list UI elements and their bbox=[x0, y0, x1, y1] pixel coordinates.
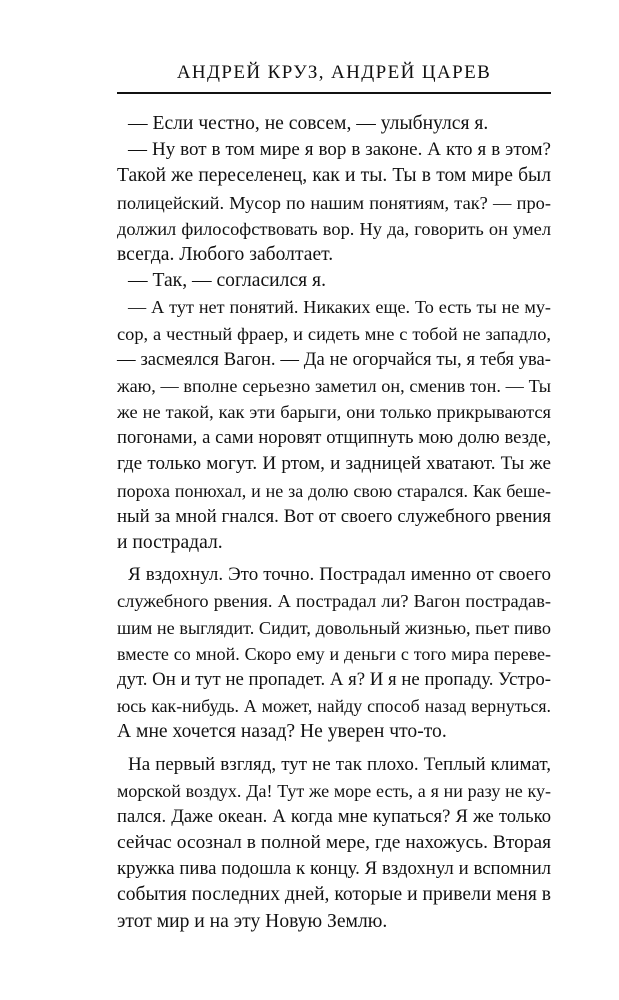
text-line: сейчас осознал в полной мере, где нахожусь. Вторая bbox=[117, 832, 551, 854]
text-line: события последних дней, которые и привели меня в bbox=[117, 884, 551, 906]
text-line: служебного рвения. А пострадал ли? Вагон пострадав- bbox=[117, 591, 551, 612]
paragraph-1 bbox=[117, 111, 551, 137]
text-line: ный за мной гнался. Вот от своего служебного рвения bbox=[117, 505, 551, 527]
text-line: пался. Даже океан. А когда мне купаться? Я же только bbox=[117, 805, 551, 827]
text-line: — Ну вот в том мире я вор в законе. А кто я в этом? bbox=[128, 139, 551, 161]
text-line: шим не выглядит. Сидит, довольный жизнью, пьет пиво bbox=[117, 617, 551, 638]
text-line: юсь как-нибудь. А может, найду способ назад вернуться. bbox=[117, 696, 551, 717]
text-line: и пострадал. bbox=[117, 532, 223, 553]
text-line: — Если честно, не совсем, — улыбнулся я. bbox=[128, 113, 489, 134]
paragraph-4 bbox=[117, 294, 551, 556]
text-line: морской воздух. Да! Тут же море есть, а я ни разу не ку- bbox=[117, 780, 551, 801]
body-text bbox=[117, 111, 551, 935]
text-line: сор, а честный фраер, и сидеть мне с тобой не западло, bbox=[117, 323, 551, 344]
paragraph-2 bbox=[117, 137, 551, 268]
text-line: вместе со мной. Скоро ему и деньги с того мира переве- bbox=[117, 643, 551, 664]
paragraph-5 bbox=[117, 562, 551, 745]
text-line: — засмеялся Вагон. — Да не огорчайся ты, я тебя ува- bbox=[117, 348, 551, 370]
text-line: Такой же переселенец, как и ты. Ты в том мире был bbox=[117, 165, 551, 187]
text-line: А мне хочется назад? Не уверен что-то. bbox=[117, 721, 447, 743]
text-line: жаю, — вполне серьезно заметил он, сменив тон. — Ты bbox=[117, 375, 551, 396]
text-line: Я вздохнул. Это точно. Пострадал именно от своего bbox=[128, 564, 551, 586]
text-line: же не такой, как эти барыги, они только прикрываются bbox=[117, 402, 551, 423]
text-line: этот мир и на эту Новую Землю. bbox=[117, 910, 388, 932]
text-line: погонами, а сами норовят отщипнуть мою долю везде, bbox=[117, 427, 551, 449]
text-line: кружка пива подошла к концу. Я вздохнул и вспомнил bbox=[117, 858, 551, 880]
paragraph-6 bbox=[117, 752, 551, 935]
text-line: дут. Он и тут не пропадет. А я? И я не пропаду. Устро- bbox=[117, 668, 551, 690]
running-header: АНДРЕЙ КРУЗ, АНДРЕЙ ЦАРЕВ bbox=[176, 62, 492, 83]
text-line: где только могут. И ртом, и задницей хватают. Ты же bbox=[117, 453, 551, 475]
text-line: всегда. Любого заболтает. bbox=[117, 243, 334, 265]
text-line: — Так, — согласился я. bbox=[128, 270, 326, 292]
paragraph-3 bbox=[117, 268, 551, 294]
text-line: — А тут нет понятий. Никаких еще. То есть ты не му- bbox=[128, 297, 551, 318]
text-line: пороха понюхал, и не за долю свою старался. Как беше- bbox=[117, 480, 551, 501]
text-line: На первый взгляд, тут не так плохо. Теплый климат, bbox=[128, 753, 551, 775]
text-line: полицейский. Мусор по нашим понятиям, так? — про- bbox=[117, 192, 551, 213]
text-line: должил философствовать вор. Ну да, говорить он умел bbox=[117, 218, 551, 239]
header-rule bbox=[117, 92, 551, 94]
